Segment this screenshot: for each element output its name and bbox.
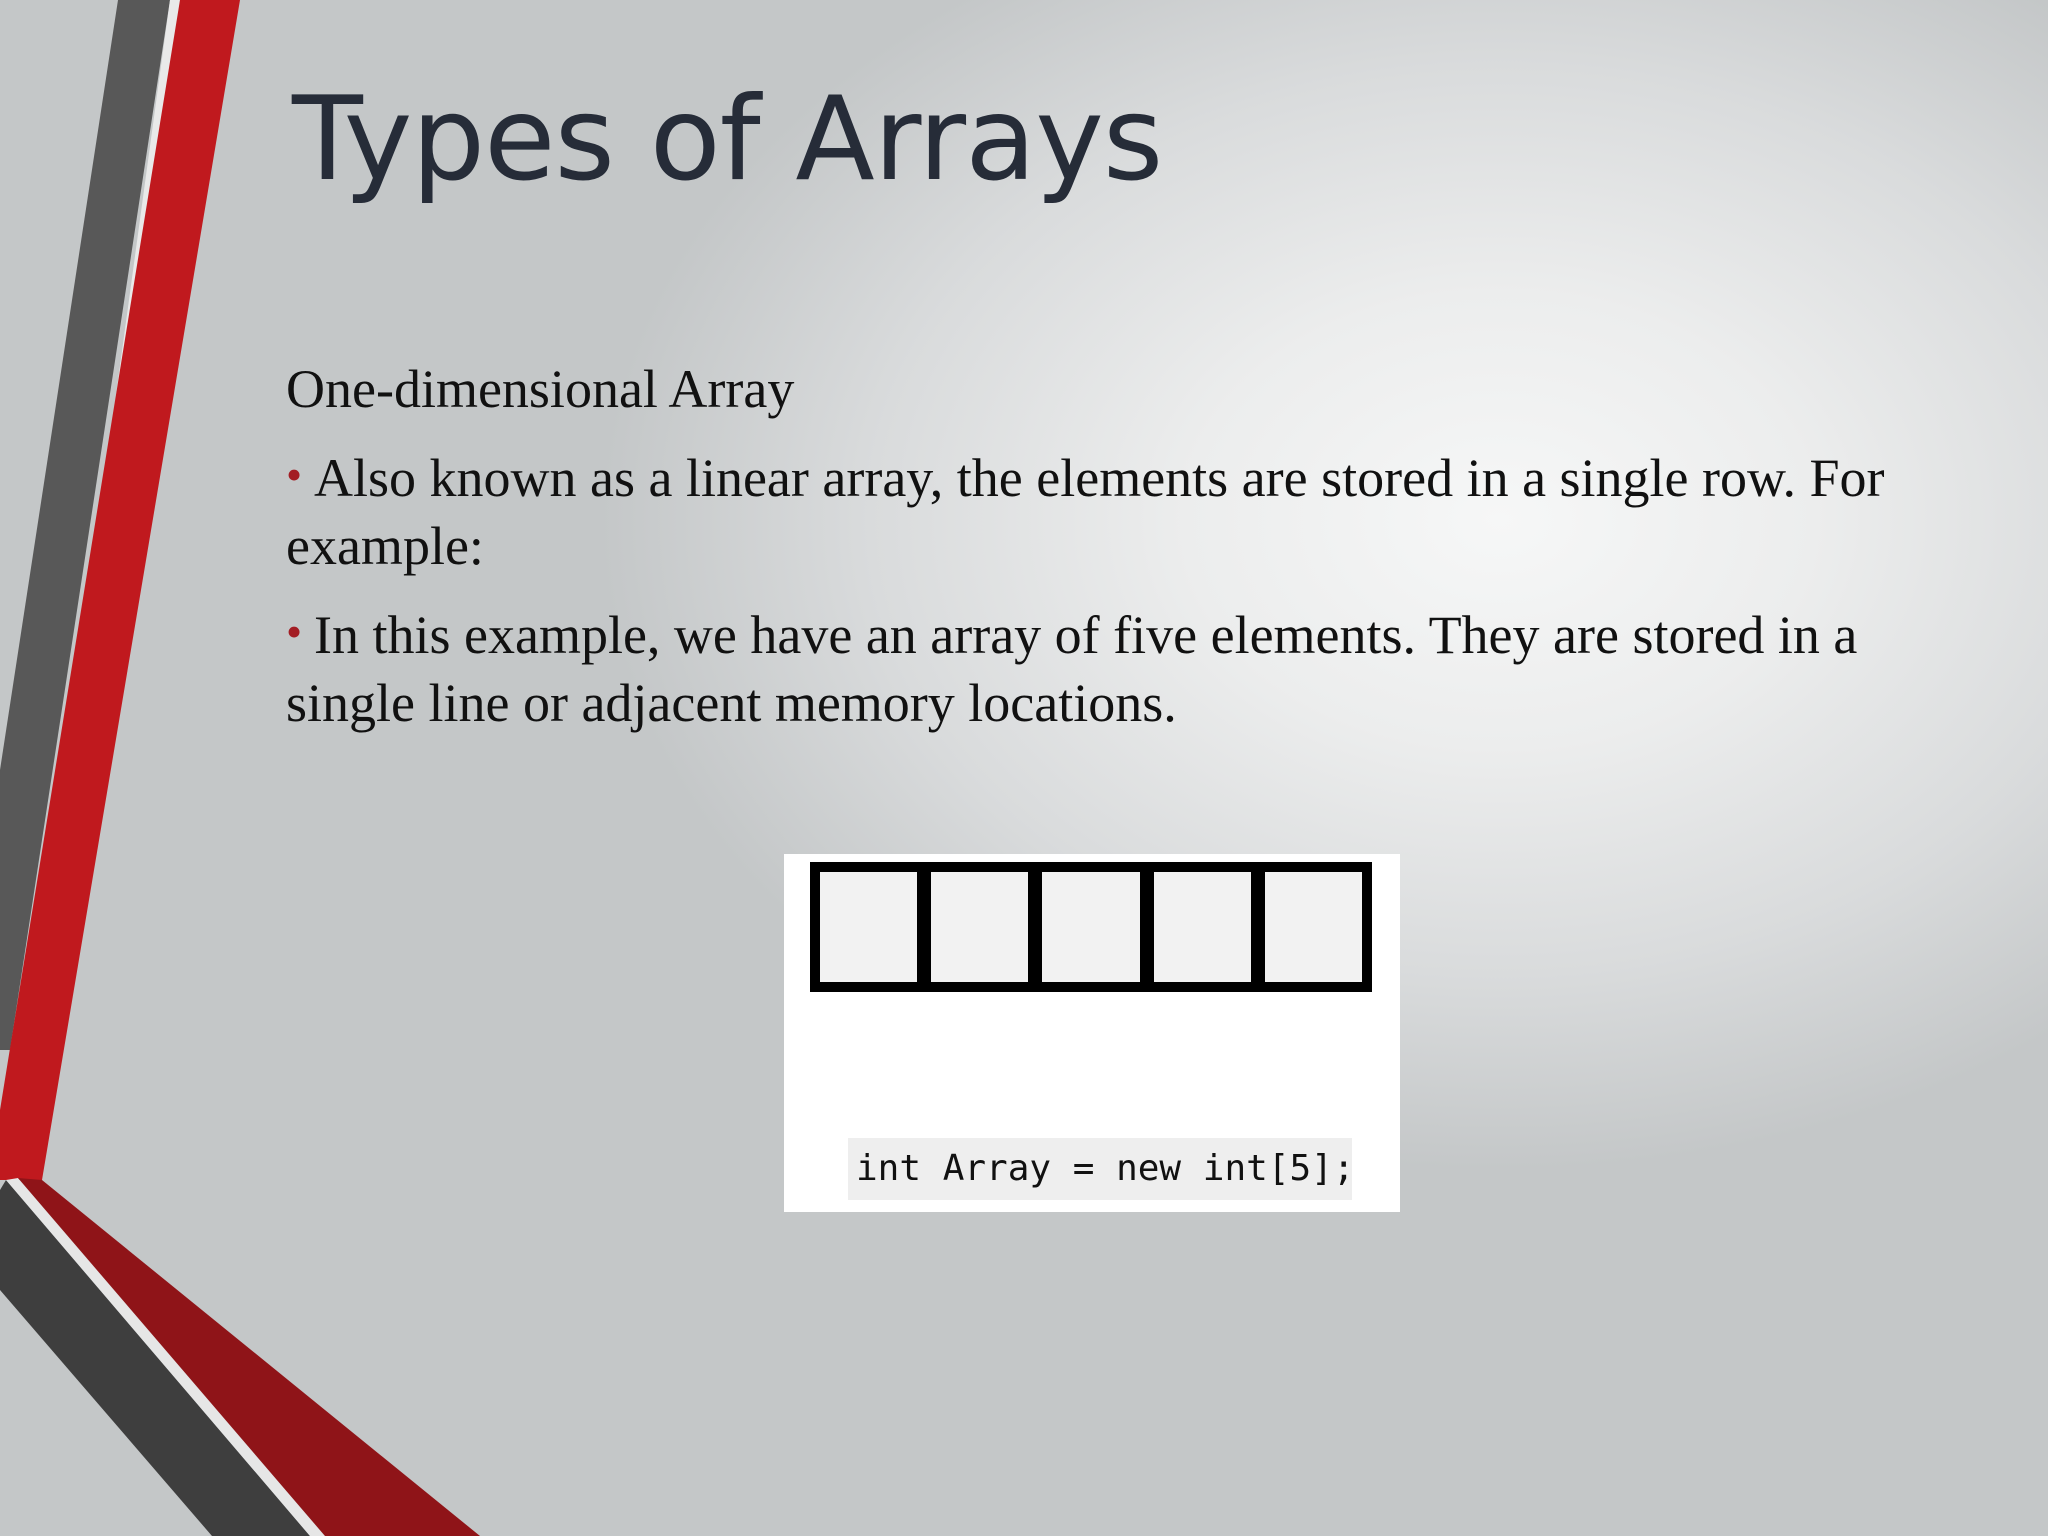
bullet-marker: • [286,449,303,500]
bullet-marker: • [286,606,303,657]
array-figure [784,854,1400,1212]
slide-title: Types of Arrays [292,72,1163,207]
array-cell [810,862,927,992]
array-cell [921,862,1038,992]
decor-bottom-light [6,1178,325,1536]
array-cell [1255,862,1372,992]
decor-bottom-gray [0,1180,310,1536]
code-snippet: int Array = new int[5]; [848,1138,1352,1200]
array-cell [1144,862,1261,992]
array-cells [810,862,1396,992]
bullet-item-2 [286,598,1986,737]
bullet-text: Also known as a linear array, the elements are stored in a single row. For example: [286,448,1885,576]
bullet-item-1 [286,441,1986,580]
subheading: One-dimensional Array [286,359,795,419]
bullet-text: In this example, we have an array of five elements. They are stored in a single line or adjacent memory locations. [286,605,1858,733]
slide-body [286,355,1986,755]
array-cell [1032,862,1149,992]
